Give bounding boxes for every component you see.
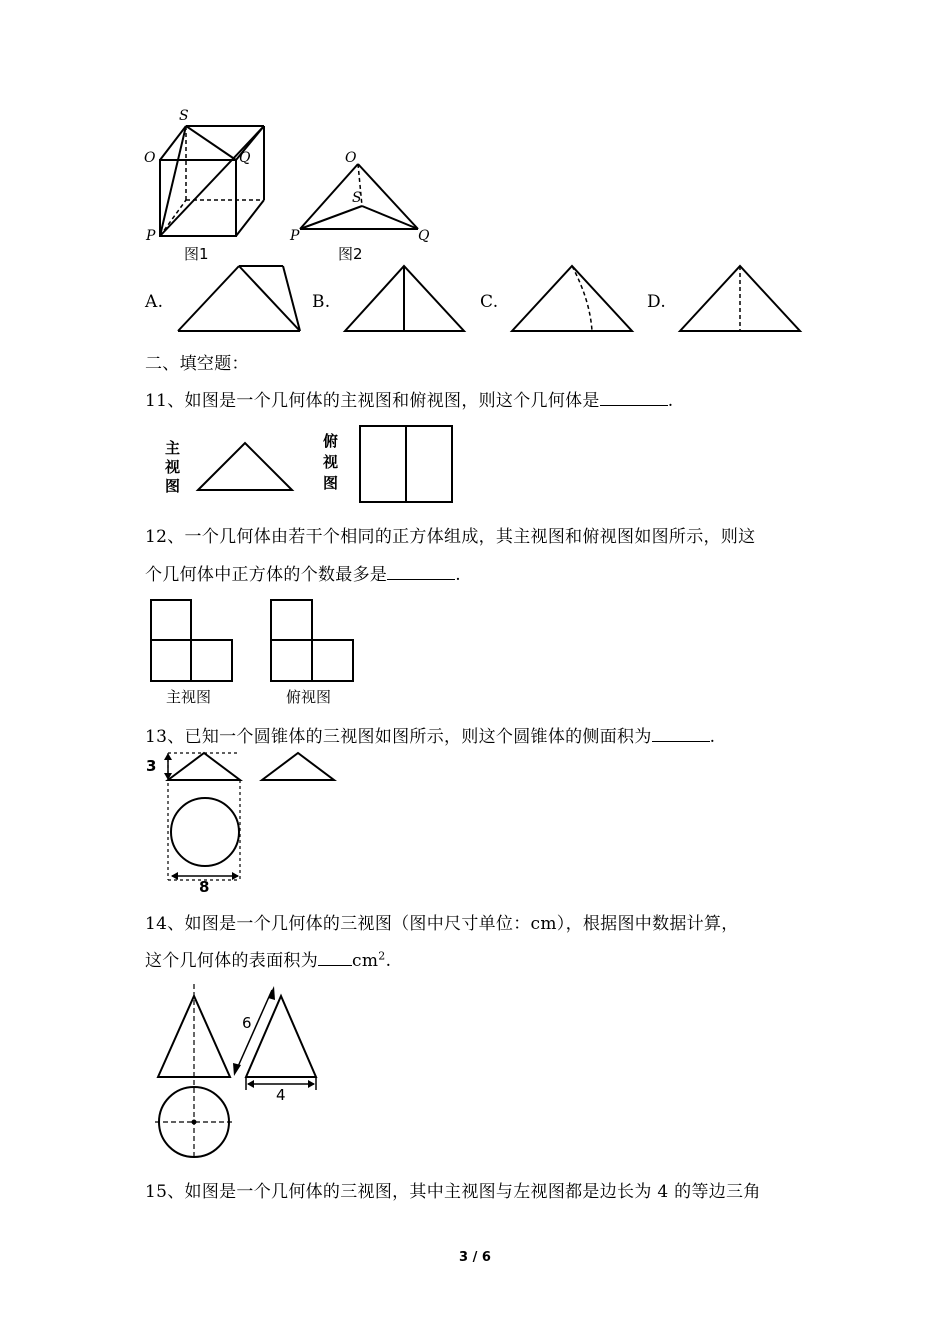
q13-stem: 13、已知一个圆锥体的三视图如图所示，则这个圆锥体的侧面积为 (145, 727, 652, 747)
figure-2-caption: 图2 (338, 245, 363, 263)
q11-top-view-label-2: 视 (323, 453, 339, 471)
q11-top-view-label-3: 图 (323, 474, 339, 492)
page-number: 3 / 6 (459, 1250, 491, 1265)
q11-stem: 11、如图是一个几何体的主视图和俯视图，则这个几何体是 (145, 391, 600, 411)
q12-line-1: 12、一个几何体由若干个相同的正方体组成，其主视图和俯视图如图所示，则这 (145, 527, 756, 547)
q14-base-dim: 4 (276, 1086, 286, 1104)
q12-main-view-label: 主视图 (166, 688, 212, 706)
point-label-q: Q (239, 150, 251, 166)
fig2-label-s: S (352, 190, 362, 206)
q13-height-dim: 3 (146, 757, 157, 775)
q11-main-view-label-3: 图 (165, 477, 181, 495)
q12-top-view-label: 俯视图 (286, 688, 332, 706)
q14-slant-dim: 6 (242, 1014, 252, 1032)
point-label-o: O (144, 150, 156, 166)
q13-period: . (709, 727, 716, 747)
q12-period: . (455, 565, 461, 585)
option-c-label: C. (480, 292, 499, 312)
option-d-label: D. (647, 292, 667, 312)
option-a-label: A. (145, 292, 164, 312)
q11-top-view-label-1: 俯 (323, 432, 339, 450)
point-label-s: S (179, 108, 189, 124)
figure-1-caption: 图1 (184, 245, 209, 263)
q11-main-view-label-1: 主 (165, 439, 181, 457)
q12-stem: 个几何体中正方体的个数最多是 (145, 565, 388, 585)
q14-period: . (385, 951, 392, 971)
q14-unit: cm (352, 951, 379, 971)
q14-stem: 这个几何体的表面积为 (145, 951, 318, 971)
q14-unit-exp: 2 (378, 949, 386, 963)
point-label-p: P (146, 228, 156, 244)
fig2-label-o: O (345, 150, 357, 166)
q11-period: . (667, 391, 674, 411)
q15-text: 15、如图是一个几何体的三视图，其中主视图与左视图都是边长为 4 的等边三角 (145, 1182, 761, 1202)
q14-line-1: 14、如图是一个几何体的三视图（图中尺寸单位：cm），根据图中数据计算， (145, 914, 739, 934)
q11-main-view-label-2: 视 (165, 458, 181, 476)
fig2-label-q: Q (418, 228, 430, 244)
section-title: 二、填空题： (145, 354, 249, 374)
q13-width-dim: 8 (199, 878, 210, 896)
option-b-label: B. (312, 292, 331, 312)
fig2-label-p: P (290, 228, 300, 244)
